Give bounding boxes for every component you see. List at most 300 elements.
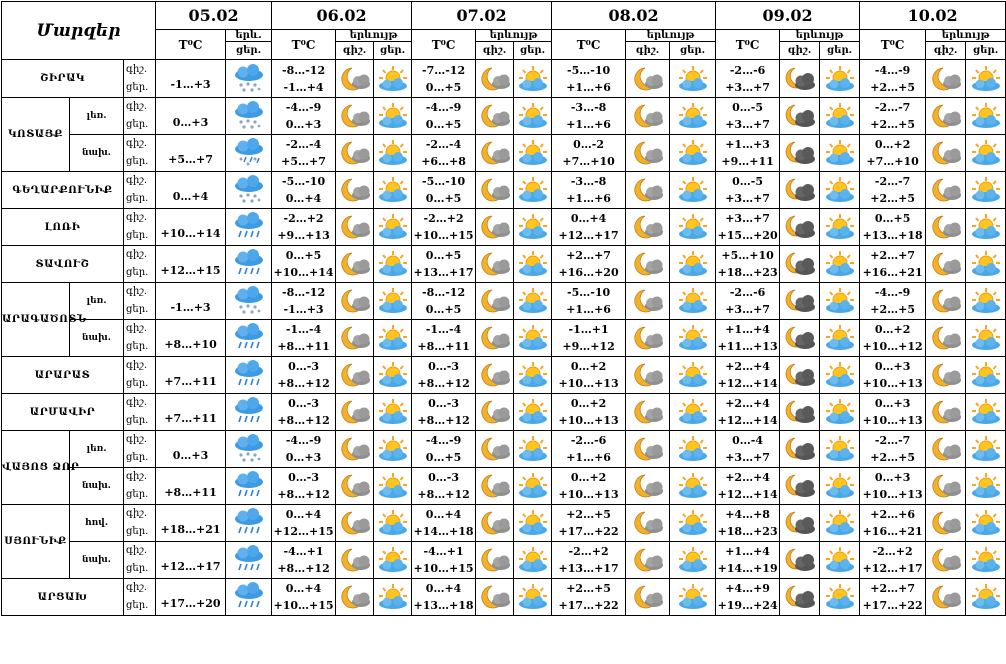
temp-day1: +12…+15 (156, 246, 226, 283)
sun-cloud-icon (374, 283, 412, 320)
moon-cloud-icon (626, 283, 670, 320)
night-temp: +4…+8 (725, 508, 770, 521)
daynight-label: գիշ. ցեր. (124, 320, 156, 357)
night-temp: +2…+5 (566, 508, 611, 521)
day-temp: 0…+5 (425, 192, 462, 205)
moon-cloud-icon (336, 505, 374, 542)
day-temp: +10…+13 (862, 414, 923, 427)
night-temp: -5…-10 (567, 63, 611, 77)
day-temp: +8…+12 (417, 488, 470, 501)
day-temp: +8…+12 (277, 377, 330, 390)
night-temp: +3…+7 (725, 212, 770, 225)
day-temp: +2…+5 (870, 118, 915, 131)
temp-day1: +17…+20 (156, 579, 226, 616)
night-temp: 0…-5 (732, 101, 764, 114)
moon-cloud-icon (336, 579, 374, 616)
night-header: գիշ. (926, 42, 966, 60)
moon-cloud-icon (626, 98, 670, 135)
phenomenon-header: երևույթ (476, 30, 552, 42)
night-temp: 0…+5 (285, 249, 322, 262)
temp-range (716, 283, 780, 320)
temp-range (272, 357, 336, 394)
sun-cloud-icon (670, 135, 716, 172)
sun-cloud-icon (374, 394, 412, 431)
table-row (2, 468, 1006, 505)
sun-cloud-icon (966, 579, 1006, 616)
daynight-label: գիշ. ցեր. (124, 394, 156, 431)
temp-range (412, 468, 476, 505)
sun-cloud-icon (820, 579, 860, 616)
day-temp: 0…+5 (425, 118, 462, 131)
moon-cloud-icon (926, 579, 966, 616)
temp-range (860, 579, 926, 616)
daynight-label: գիշ. ցեր. (124, 246, 156, 283)
subregion-name: լեռ. (70, 98, 124, 135)
night-temp: -2…-4 (425, 138, 462, 151)
table-row (2, 172, 1006, 209)
temp-range (272, 246, 336, 283)
sun-cloud-icon (374, 60, 412, 98)
daynight-label: գիշ. ցեր. (124, 357, 156, 394)
header-dates-row (2, 2, 1006, 30)
moon-cloud-icon (626, 431, 670, 468)
night-temp: -4…-9 (874, 286, 911, 299)
day-temp: +12…+15 (273, 525, 334, 538)
night-temp: -2…-7 (874, 101, 911, 114)
day-temp: +12…+17 (558, 229, 619, 242)
temp-range (412, 246, 476, 283)
moon-cloud-icon (926, 60, 966, 98)
rain-icon (226, 468, 272, 505)
table-row (2, 246, 1006, 283)
temp-range (272, 209, 336, 246)
table-row (2, 209, 1006, 246)
night-temp: -2…-6 (729, 286, 766, 299)
day-temp: +16…+21 (862, 266, 923, 279)
temp-day1: +18…+21 (156, 505, 226, 542)
date-header: 05.02 (156, 2, 272, 30)
night-temp: -2…+2 (568, 545, 609, 558)
temp-range (412, 135, 476, 172)
day-temp: +14…+19 (717, 562, 778, 575)
sun-cloud-icon (374, 579, 412, 616)
temp-range (716, 542, 780, 579)
moon-cloud-icon (926, 505, 966, 542)
sun-cloud-icon (374, 172, 412, 209)
day-temp: +10…+15 (413, 229, 474, 242)
phenomenon-header: երևույթ (926, 30, 1006, 42)
night-temp: -2…-4 (285, 138, 322, 151)
moon-cloud-icon (476, 172, 514, 209)
day-header: ցեր. (820, 42, 860, 60)
temp-day1: +8…+11 (156, 468, 226, 505)
moon-darkcloud-icon (780, 135, 820, 172)
temp-day1: -1…+3 (156, 283, 226, 320)
night-temp: -3…-8 (570, 101, 607, 114)
sun-cloud-icon (966, 246, 1006, 283)
sun-cloud-icon (514, 172, 552, 209)
temp-range (860, 283, 926, 320)
temp-range (716, 579, 780, 616)
sun-cloud-icon (820, 209, 860, 246)
moon-cloud-icon (626, 172, 670, 209)
day-temp: +2…+5 (870, 192, 915, 205)
sun-cloud-icon (966, 505, 1006, 542)
moon-cloud-icon (336, 394, 374, 431)
moon-cloud-icon (626, 246, 670, 283)
sun-cloud-icon (374, 320, 412, 357)
temp-range (412, 98, 476, 135)
temp-range (272, 542, 336, 579)
temp-range (716, 431, 780, 468)
day-temp: +8…+11 (417, 340, 470, 353)
moon-cloud-icon (476, 320, 514, 357)
day-temp: +3…+7 (725, 118, 770, 131)
night-temp: -8…-12 (282, 286, 326, 299)
night-temp: 0…-3 (428, 397, 459, 410)
night-temp: -5…-10 (567, 286, 611, 299)
temp-header: T⁰C (156, 30, 226, 60)
sun-cloud-icon (966, 172, 1006, 209)
sun-cloud-icon (820, 431, 860, 468)
sun-cloud-icon (966, 542, 1006, 579)
day-header: ցեր. (514, 42, 552, 60)
day-temp: +12…+17 (862, 562, 923, 575)
temp-range (716, 357, 780, 394)
moon-darkcloud-icon (780, 394, 820, 431)
sun-cloud-icon (966, 98, 1006, 135)
night-temp: 0…-2 (573, 138, 605, 151)
day-header: ցեր. (966, 42, 1006, 60)
date-header: 08.02 (552, 2, 716, 30)
night-temp: 0…+2 (570, 360, 607, 373)
day-temp: +2…+5 (870, 80, 915, 94)
daynight-label: գիշ. ցեր. (124, 60, 156, 98)
sun-cloud-icon (670, 172, 716, 209)
temp-range (272, 468, 336, 505)
moon-cloud-icon (336, 431, 374, 468)
day-temp: +16…+21 (862, 525, 923, 538)
sun-cloud-icon (374, 209, 412, 246)
temp-range (860, 357, 926, 394)
sun-cloud-icon (820, 246, 860, 283)
day-header: ցեր. (226, 42, 272, 60)
rain-icon (226, 357, 272, 394)
subregion-name: լեռ. (70, 283, 124, 320)
night-temp: -4…-9 (874, 63, 911, 77)
temp-range (860, 394, 926, 431)
temp-range (552, 172, 626, 209)
temp-range (552, 394, 626, 431)
temp-range (860, 209, 926, 246)
region-name: ԱՐԱՐԱՏ (2, 357, 124, 394)
moon-cloud-icon (626, 60, 670, 98)
moon-cloud-icon (626, 357, 670, 394)
temp-day1: 0…+4 (156, 172, 226, 209)
rain-icon (226, 505, 272, 542)
table-row (2, 320, 1006, 357)
night-temp: 0…+2 (874, 323, 911, 336)
sun-cloud-icon (670, 98, 716, 135)
subregion-name: նախ. (70, 542, 124, 579)
temp-day1: +8…+10 (156, 320, 226, 357)
moon-darkcloud-icon (780, 542, 820, 579)
date-header: 10.02 (860, 2, 1006, 30)
night-temp: 0…+4 (425, 508, 462, 521)
sun-cloud-icon (820, 542, 860, 579)
sun-cloud-icon (820, 357, 860, 394)
table-row (2, 60, 1006, 98)
moon-cloud-icon (926, 98, 966, 135)
sun-cloud-icon (514, 135, 552, 172)
moon-cloud-icon (926, 135, 966, 172)
night-temp: 0…-3 (428, 360, 459, 373)
daynight-label: գիշ. ցեր. (124, 505, 156, 542)
moon-cloud-icon (626, 579, 670, 616)
night-temp: 0…+2 (570, 471, 607, 484)
table-row (2, 431, 1006, 468)
subregion-name: նախ. (70, 135, 124, 172)
rain-icon (226, 246, 272, 283)
table-row (2, 505, 1006, 542)
phenomenon-header: երևույթ (336, 30, 412, 42)
region-name: ՎԱՅՈՑ ՁՈՐ (2, 431, 70, 505)
moon-cloud-icon (336, 357, 374, 394)
snow-icon (226, 283, 272, 320)
day-temp: +10…+13 (558, 414, 619, 427)
night-temp: 0…+5 (425, 249, 462, 262)
night-header: գիշ. (626, 42, 670, 60)
moon-cloud-icon (336, 60, 374, 98)
day-temp: +3…+7 (725, 451, 770, 464)
moon-cloud-icon (626, 468, 670, 505)
region-name: ԱՐՄԱՎԻՐ (2, 394, 124, 431)
sun-cloud-icon (514, 505, 552, 542)
sun-cloud-icon (670, 579, 716, 616)
moon-cloud-icon (336, 468, 374, 505)
night-temp: 0…+4 (285, 508, 322, 521)
table-row (2, 394, 1006, 431)
moon-cloud-icon (336, 209, 374, 246)
day-temp: +17…+22 (558, 599, 619, 612)
day-temp: +13…+18 (413, 599, 474, 612)
night-temp: -1…-4 (285, 323, 322, 336)
night-temp: -2…+2 (283, 212, 324, 225)
night-temp: -2…-6 (729, 63, 766, 77)
night-temp: 0…-3 (288, 397, 319, 410)
temp-range (272, 283, 336, 320)
night-temp: +2…+7 (870, 582, 915, 595)
night-temp: -3…-8 (570, 175, 607, 188)
day-temp: +12…+14 (717, 377, 778, 390)
night-temp: 0…-4 (732, 434, 764, 447)
temp-header: T⁰C (272, 30, 336, 60)
temp-range (272, 60, 336, 98)
moon-cloud-icon (336, 98, 374, 135)
sun-cloud-icon (514, 357, 552, 394)
moon-darkcloud-icon (780, 60, 820, 98)
day-temp: 0…+5 (425, 303, 462, 316)
day-temp: +8…+11 (277, 340, 330, 353)
moon-cloud-icon (476, 209, 514, 246)
night-temp: 0…-3 (288, 471, 319, 484)
temp-range (860, 431, 926, 468)
table-row (2, 283, 1006, 320)
day-temp: +12…+14 (717, 414, 778, 427)
day-temp: +17…+22 (862, 599, 923, 612)
night-temp: 0…+3 (874, 360, 911, 373)
day-temp: +3…+7 (725, 303, 770, 316)
night-temp: 0…-3 (428, 471, 459, 484)
temp-range (552, 135, 626, 172)
night-temp: -2…+2 (423, 212, 464, 225)
temp-range (860, 542, 926, 579)
subregion-name: լեռ. (70, 431, 124, 468)
night-temp: 0…+3 (874, 397, 911, 410)
day-header: ցեր. (670, 42, 716, 60)
moon-cloud-icon (336, 542, 374, 579)
temp-header: T⁰C (716, 30, 780, 60)
day-temp: +3…+7 (725, 192, 770, 205)
temp-day1: +7…+11 (156, 357, 226, 394)
day-temp: +9…+12 (562, 340, 615, 353)
sun-cloud-icon (820, 60, 860, 98)
night-temp: -1…+1 (568, 323, 609, 336)
sun-cloud-icon (514, 542, 552, 579)
night-temp: -4…+1 (283, 545, 324, 558)
sun-cloud-icon (966, 468, 1006, 505)
temp-range (272, 579, 336, 616)
temp-range (412, 579, 476, 616)
moon-darkcloud-icon (780, 320, 820, 357)
day-temp: +1…+6 (566, 192, 611, 205)
moon-darkcloud-icon (780, 357, 820, 394)
night-temp: -8…-12 (282, 63, 326, 77)
table-row (2, 98, 1006, 135)
temp-range (860, 135, 926, 172)
sun-cloud-icon (966, 357, 1006, 394)
rain-icon (226, 542, 272, 579)
phenomenon-header: երևույթ (780, 30, 860, 42)
moon-cloud-icon (476, 135, 514, 172)
day-temp: +17…+22 (558, 525, 619, 538)
moon-cloud-icon (476, 468, 514, 505)
day-temp: +8…+12 (277, 488, 330, 501)
moon-cloud-icon (476, 246, 514, 283)
moon-cloud-icon (626, 135, 670, 172)
day-temp: +2…+5 (870, 303, 915, 316)
sun-cloud-icon (514, 283, 552, 320)
day-temp: -1…+4 (283, 80, 324, 94)
day-temp: +9…+11 (721, 155, 774, 168)
sun-cloud-icon (670, 542, 716, 579)
day-temp: +11…+13 (717, 340, 778, 353)
temp-day1: 0…+3 (156, 98, 226, 135)
night-temp: 0…+2 (874, 138, 911, 151)
day-temp: +10…+15 (273, 599, 334, 612)
rain-icon (226, 394, 272, 431)
night-temp: -7…-12 (422, 63, 466, 77)
daynight-label: գիշ. ցեր. (124, 283, 156, 320)
temp-range (716, 394, 780, 431)
night-temp: -5…-10 (282, 175, 326, 188)
temp-range (412, 431, 476, 468)
moon-cloud-icon (476, 283, 514, 320)
snow-icon (226, 98, 272, 135)
day-temp: +10…+15 (413, 562, 474, 575)
night-temp: 0…-3 (288, 360, 319, 373)
rain-icon (226, 209, 272, 246)
moon-cloud-icon (476, 60, 514, 98)
sun-cloud-icon (374, 357, 412, 394)
temp-day1: 0…+3 (156, 431, 226, 468)
temp-range (860, 320, 926, 357)
temp-range (716, 172, 780, 209)
temp-range (716, 246, 780, 283)
sun-cloud-icon (820, 135, 860, 172)
temp-range (272, 98, 336, 135)
moon-cloud-icon (626, 542, 670, 579)
day-temp: +10…+13 (558, 488, 619, 501)
moon-cloud-icon (926, 246, 966, 283)
temp-range (860, 246, 926, 283)
temp-range (860, 60, 926, 98)
night-temp: -1…-4 (425, 323, 462, 336)
sun-cloud-icon (966, 209, 1006, 246)
day-temp: +1…+6 (566, 80, 611, 94)
temp-range (552, 320, 626, 357)
night-temp: 0…+4 (570, 212, 607, 225)
sun-cloud-icon (966, 431, 1006, 468)
sun-cloud-icon (514, 468, 552, 505)
day-temp: +14…+18 (413, 525, 474, 538)
night-temp: +1…+3 (725, 138, 770, 151)
region-name: ԱՐԱԳԱԾՈՏՆ (2, 283, 70, 357)
day-header: ցեր. (374, 42, 412, 60)
moon-darkcloud-icon (780, 209, 820, 246)
day-temp: +10…+13 (862, 488, 923, 501)
temp-range (272, 505, 336, 542)
sun-cloud-icon (514, 579, 552, 616)
sun-cloud-icon (374, 135, 412, 172)
night-temp: +2…+6 (870, 508, 915, 521)
sun-cloud-icon (374, 246, 412, 283)
temp-range (860, 98, 926, 135)
rain-icon (226, 579, 272, 616)
night-temp: 0…+3 (874, 471, 911, 484)
day-temp: +10…+13 (558, 377, 619, 390)
date-header: 06.02 (272, 2, 412, 30)
date-header: 07.02 (412, 2, 552, 30)
temp-range (412, 283, 476, 320)
temp-range (412, 505, 476, 542)
moon-cloud-icon (336, 320, 374, 357)
moon-darkcloud-icon (780, 579, 820, 616)
moon-darkcloud-icon (780, 98, 820, 135)
moon-darkcloud-icon (780, 172, 820, 209)
sun-cloud-icon (514, 320, 552, 357)
sun-cloud-icon (670, 468, 716, 505)
sun-cloud-icon (374, 98, 412, 135)
sun-cloud-icon (514, 98, 552, 135)
sun-cloud-icon (966, 135, 1006, 172)
region-name: ԿՈՏԱՅՔ (2, 98, 70, 172)
night-temp: +2…+4 (725, 360, 770, 373)
night-temp: 0…+2 (570, 397, 607, 410)
day-temp: 0…+5 (425, 451, 462, 464)
night-header: գիշ. (476, 42, 514, 60)
day-temp: +10…+13 (862, 377, 923, 390)
